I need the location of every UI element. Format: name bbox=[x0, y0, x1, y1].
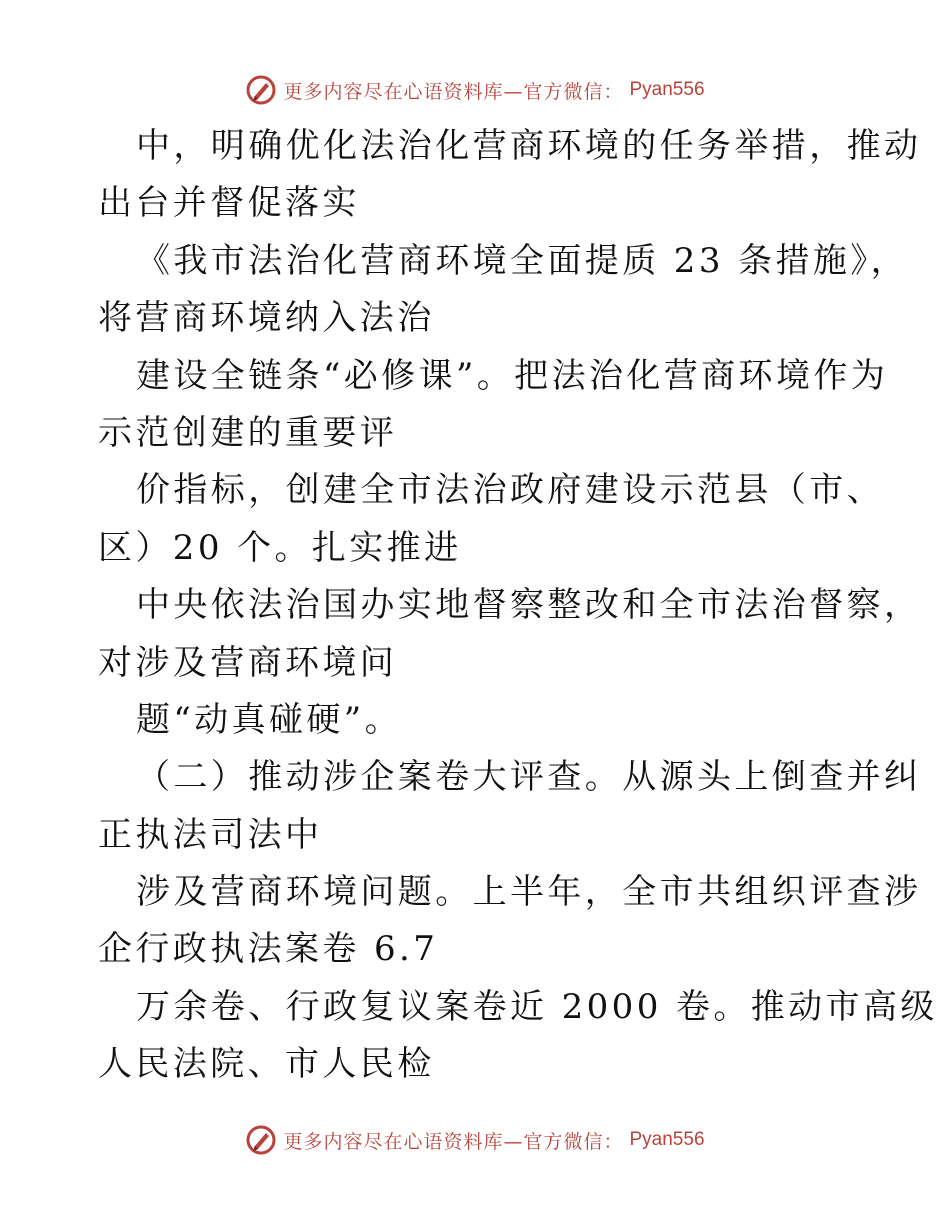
header-banner-wechat-id: Pyan556 bbox=[629, 79, 705, 100]
body-line: 题“动真碰硬”。 bbox=[136, 699, 402, 740]
body-line: 中，明确优化法治化营商环境的任务举措，推动 bbox=[136, 126, 922, 166]
body-line: 《我市法治化营商环境全面提质 23 条措施》， bbox=[136, 240, 909, 281]
header-banner bbox=[0, 70, 950, 110]
section-heading-line: （二）推动涉企案卷大评查。从源头上倒查并纠 bbox=[136, 757, 922, 798]
body-line: 对涉及营商环境问 bbox=[98, 642, 398, 683]
body-line: 价指标，创建全市法治政府建设示范县（市、 bbox=[136, 470, 884, 511]
footer-banner bbox=[0, 1120, 950, 1160]
footer-banner-wechat-id: Pyan556 bbox=[629, 1129, 705, 1150]
body-line: 出台并督促落实 bbox=[98, 183, 360, 224]
body-line: 万余卷、行政复议案卷近 2000 卷。推动市高级 bbox=[136, 986, 938, 1027]
body-line: 正执法司法中 bbox=[98, 814, 323, 855]
body-line: 区）20 个。扎实推进 bbox=[98, 527, 462, 568]
body-line: 人民法院、市人民检 bbox=[98, 1044, 435, 1085]
body-line: 中央依法治国办实地督察整改和全市法治督察， bbox=[136, 585, 922, 626]
pen-seal-logo-icon bbox=[245, 74, 277, 106]
body-line: 将营商环境纳入法治 bbox=[98, 298, 435, 339]
body-line: 示范创建的重要评 bbox=[98, 412, 398, 453]
header-banner-text: 更多内容尽在心语资料库—官方微信： bbox=[283, 80, 624, 103]
footer-banner-text: 更多内容尽在心语资料库—官方微信： bbox=[283, 1130, 624, 1153]
body-line: 涉及营商环境问题。上半年，全市共组织评查涉 bbox=[136, 872, 922, 913]
body-line: 建设全链条“必修课”。把法治化营商环境作为 bbox=[136, 355, 889, 396]
body-line: 企行政执法案卷 6.7 bbox=[98, 929, 439, 970]
document-body bbox=[98, 118, 938, 1094]
pen-seal-logo-icon bbox=[245, 1124, 277, 1156]
